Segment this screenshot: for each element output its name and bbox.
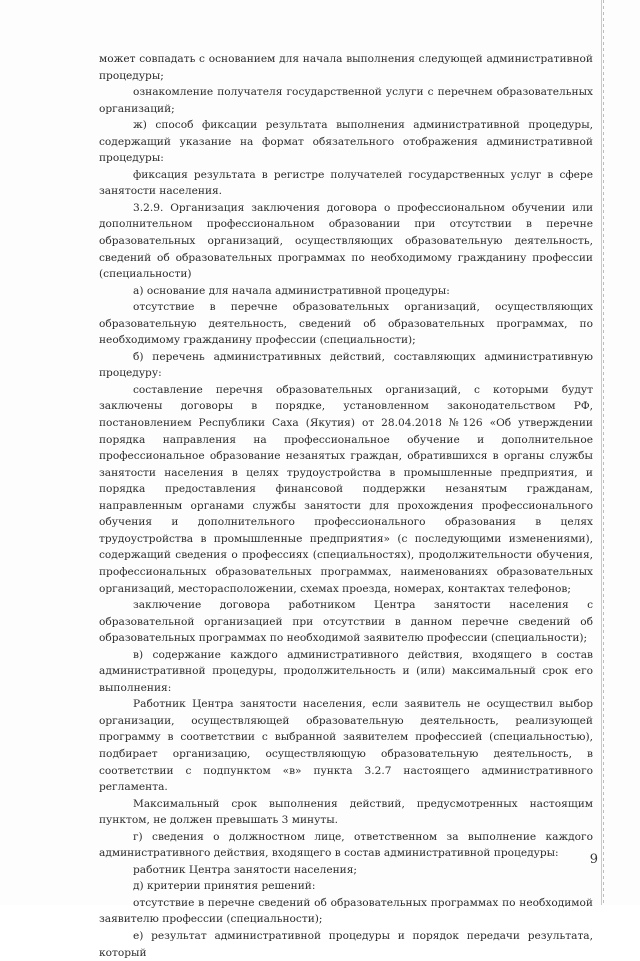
paragraph: работник Центра занятости населения; bbox=[133, 863, 357, 876]
paragraph: 3.2.9. Организация заключения договора о профессиональном обучении или дополнительном профессиональном образовании при отсутствии в перечне образовательных организаций, осуществляющих образовательную деятельность, сведений об образовательных программах по необходимому гражданину профессии (специальности) bbox=[99, 201, 593, 281]
paragraph: д) критерии принятия решений: bbox=[133, 880, 316, 893]
paragraph: отсутствие в перечне образовательных организаций, осуществляющих образовательную деятельность, сведений об образовательных программах, по необходимому гражданину профессии (специальности); bbox=[99, 301, 593, 347]
paragraph: Максимальный срок выполнения действий, предусмотренных настоящим пунктом, не должен превышать 3 минуты. bbox=[99, 797, 593, 827]
paragraph: заключение договора работником Центра занятости населения с образовательной организацией при отсутствии в данном перечне сведений об образовательных программах по необходимой заявителю профессии (специальности); bbox=[99, 599, 593, 645]
paragraph: Работник Центра занятости населения, если заявитель не осуществил выбор организации, осуществляющей образовательную деятельность, реализующей программу в соответствии с выбранной заявителем профессией (специальностью), подбирает организацию, осуществляющую образовательную деятельность, в соответствии с подпунктом «в» пункта 3.2.7 настоящего административного регламента. bbox=[99, 698, 593, 794]
page-edge-line bbox=[601, 0, 602, 905]
document-body bbox=[99, 51, 593, 961]
paragraph: а) основание для начала административной процедуры: bbox=[133, 284, 450, 297]
page-edge-dashed-line bbox=[603, 0, 604, 905]
page-number: 9 bbox=[589, 852, 598, 867]
paragraph: отсутствие в перечне сведений об образовательных программах по необходимой заявителю профессии (специальности); bbox=[99, 896, 593, 926]
paragraph: е) результат административной процедуры и порядок передачи результата, который bbox=[99, 929, 593, 959]
paragraph: г) сведения о должностном лице, ответственном за выполнение каждого административного действия, входящего в состав административной процедуры: bbox=[99, 830, 593, 860]
paragraph: может совпадать с основанием для начала выполнения следующей административной процедуры; bbox=[99, 53, 593, 82]
paragraph: в) содержание каждого административного действия, входящего в состав административной процедуры, продолжительность и (или) максимальный срок его выполнения: bbox=[99, 648, 593, 694]
paragraph: б) перечень административных действий, составляющих административную процедуру: bbox=[99, 350, 593, 380]
paragraph: ознакомление получателя государственной услуги с перечнем образовательных организаций; bbox=[99, 86, 593, 115]
paragraph: составление перечня образовательных организаций, с которыми будут заключены договоры в порядке, установленном законодательством РФ, постановлением Республики Саха (Якутия) от 28.04.2018 №126 «Об утверждении порядка направления на профессиональное обучение и дополнительное профессиональное образование незанятых граждан, обратившихся в органы службы занятости населения в целях трудоустройства в промышленные предприятия, и порядка предоставления финансовой поддержки незанятым гражданам, направленным органами службы занятости для прохождения профессионального обучения и дополнительного профессионального образования в целях трудоустройства в промышленные предприятия» (с последующими изменениями), содержащий сведения о профессиях (специальностях), продолжительности обучения, профессиональных образовательных программах, наименованиях образовательных организаций, месторасположении, схемах проезда, номерах, контактах телефонов; bbox=[99, 383, 593, 595]
paragraph: фиксация результата в регистре получателей государственных услуг в сфере занятости населения. bbox=[99, 168, 593, 198]
paragraph: ж) способ фиксации результата выполнения административной процедуры, содержащий указание на формат обязательного отображения административной процедуры: bbox=[99, 119, 593, 165]
